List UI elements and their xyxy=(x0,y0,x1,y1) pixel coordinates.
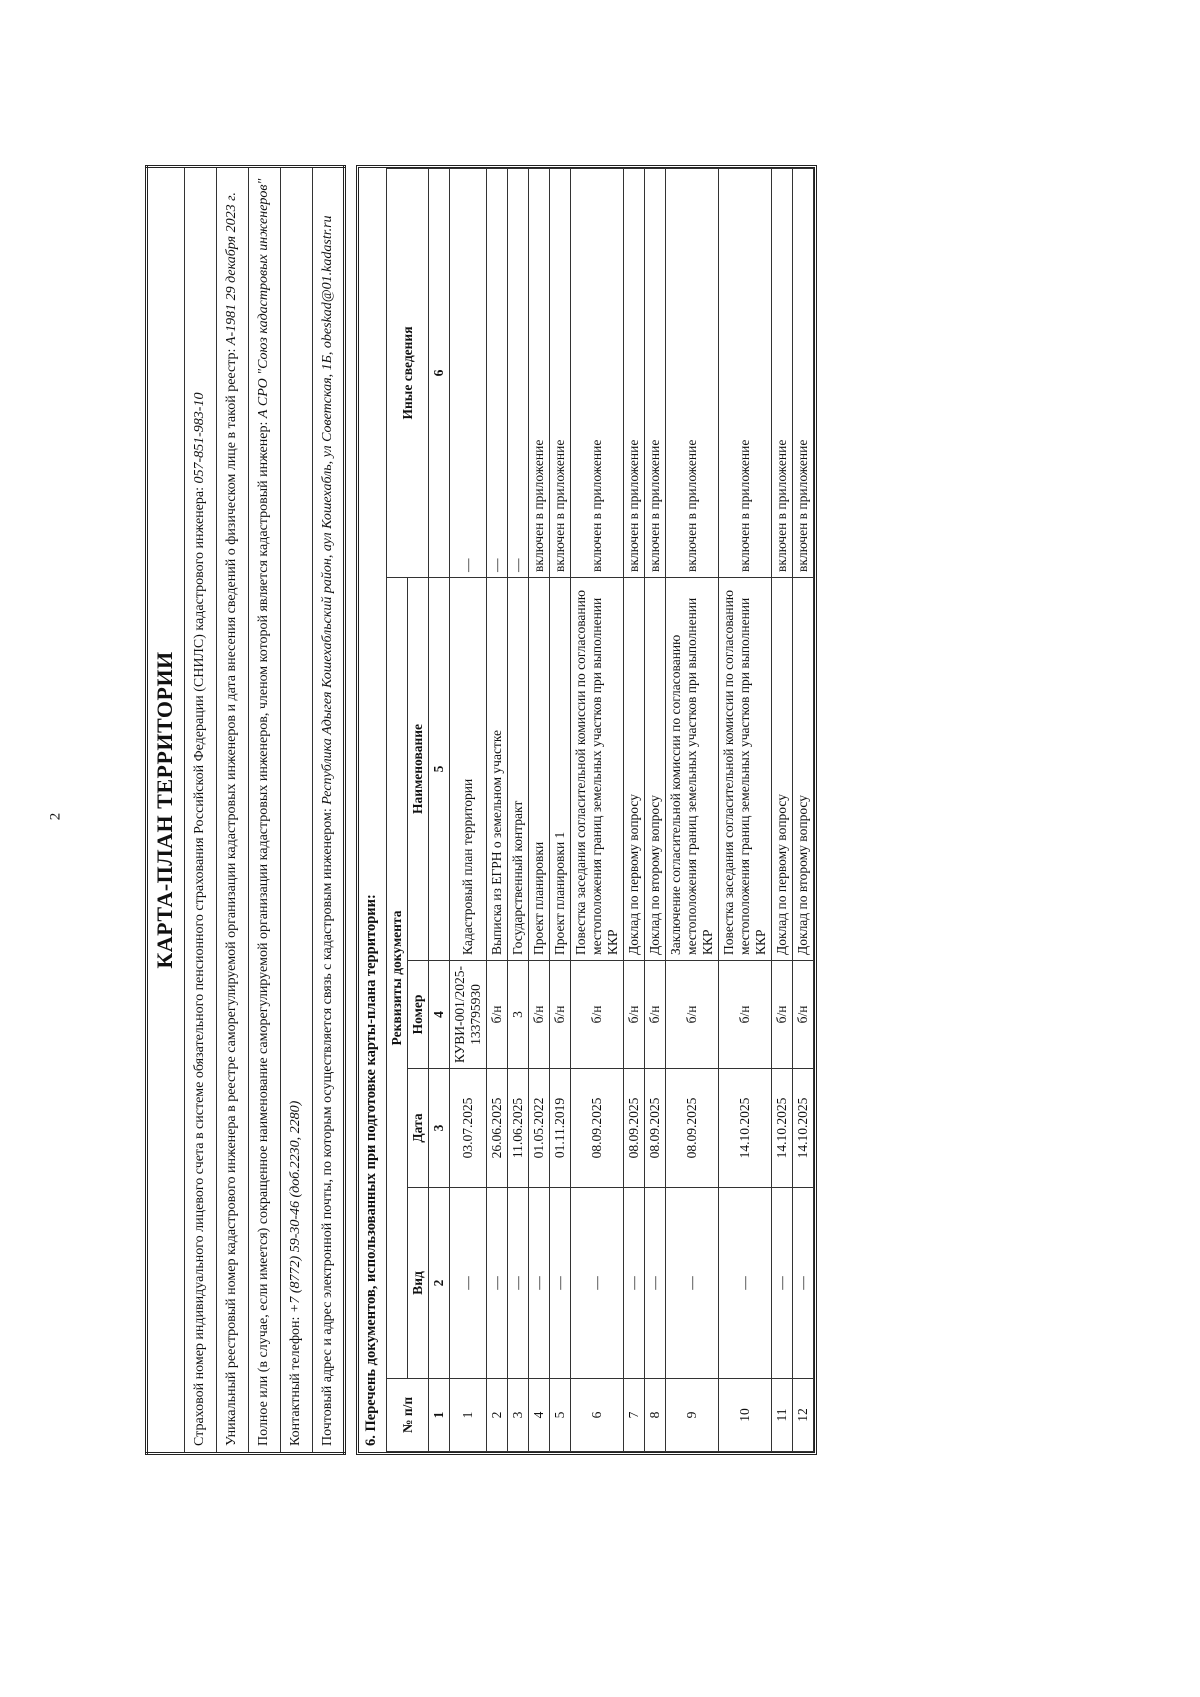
row-doc-name: Повестка заседания согласительной комиссии по согласованию местоположения границ земельных участков при выполнении ККР xyxy=(571,577,624,960)
header-other: Иные сведения xyxy=(387,169,429,578)
row-other-info: включен в приложение xyxy=(793,169,814,578)
table-row xyxy=(666,169,719,1452)
row-doc-number: 3 xyxy=(508,960,529,1068)
row-date: 14.10.2025 xyxy=(793,1069,814,1188)
row-kind: — xyxy=(571,1188,624,1379)
row-doc-name: Государственный контракт xyxy=(508,577,529,960)
row-kind: — xyxy=(645,1188,666,1379)
row-number: 10 xyxy=(719,1379,772,1452)
row-doc-number: б/н xyxy=(645,960,666,1068)
row-date: 01.11.2019 xyxy=(550,1069,571,1188)
row-date: 14.10.2025 xyxy=(719,1069,772,1188)
row-number: 6 xyxy=(571,1379,624,1452)
column-number: 2 xyxy=(429,1188,450,1379)
row-doc-name: Выписка из ЕГРН о земельном участке xyxy=(487,577,508,960)
row-other-info: включен в приложение xyxy=(772,169,793,578)
table-row xyxy=(508,169,529,1452)
table-row xyxy=(772,169,793,1452)
row-other-info: включен в приложение xyxy=(645,169,666,578)
table-row xyxy=(450,169,487,1452)
row-date: 03.07.2025 xyxy=(450,1069,487,1188)
row-other-info: — xyxy=(508,169,529,578)
row-doc-number: б/н xyxy=(529,960,550,1068)
row-date: 08.09.2025 xyxy=(624,1069,645,1188)
row-doc-name: Повестка заседания согласительной комиссии по согласованию местоположения границ земельных участков при выполнении ККР xyxy=(719,577,772,960)
row-number: 1 xyxy=(450,1379,487,1452)
row-kind: — xyxy=(666,1188,719,1379)
table-row xyxy=(793,169,814,1452)
row-doc-number: б/н xyxy=(550,960,571,1068)
rotated-content xyxy=(145,165,1015,1455)
row-other-info: — xyxy=(450,169,487,578)
page-number: 2 xyxy=(47,812,64,821)
page-title: КАРТА-ПЛАН ТЕРРИТОРИИ xyxy=(147,167,185,1454)
table-row xyxy=(719,169,772,1452)
row-doc-number: КУВИ-001/2025-133795930 xyxy=(450,960,487,1068)
table-row xyxy=(550,169,571,1452)
row-date: 14.10.2025 xyxy=(772,1069,793,1188)
engineer-info-table xyxy=(145,165,346,1455)
column-number: 1 xyxy=(429,1379,450,1452)
registry-value: А-1981 29 декабря 2023 г. xyxy=(223,192,239,346)
phone-value: +7 (8772) 59-30-46 (доб.2230, 2280) xyxy=(287,1100,303,1314)
row-doc-number: б/н xyxy=(772,960,793,1068)
row-other-info: включен в приложение xyxy=(550,169,571,578)
row-date: 08.09.2025 xyxy=(571,1069,624,1188)
row-other-info: включен в приложение xyxy=(529,169,550,578)
sro-value: А СРО "Союз кадастровых инженеров" xyxy=(255,178,271,419)
sro-label: Полное или (в случае, если имеется) сокращенное наименование саморегулируемой организации кадастровых инженеров, членом которой является кадастровый инженер: xyxy=(255,418,271,1446)
column-number: 3 xyxy=(429,1069,450,1188)
row-date: 26.06.2025 xyxy=(487,1069,508,1188)
row-doc-number: б/н xyxy=(487,960,508,1068)
column-number: 6 xyxy=(429,169,450,578)
phone-row xyxy=(280,167,312,1454)
row-kind: — xyxy=(450,1188,487,1379)
row-number: 3 xyxy=(508,1379,529,1452)
row-kind: — xyxy=(772,1188,793,1379)
phone-label: Контактный телефон: xyxy=(287,1313,303,1446)
row-number: 9 xyxy=(666,1379,719,1452)
column-number: 5 xyxy=(429,577,450,960)
section-title: 6. Перечень документов, использованных при подготовке карты-плана территории: xyxy=(363,894,380,1446)
header-date: Дата xyxy=(408,1069,429,1188)
row-doc-number: б/н xyxy=(624,960,645,1068)
header-requisites: Реквизиты документа xyxy=(387,577,408,1378)
column-numbers-row xyxy=(429,169,450,1452)
row-doc-name: Доклад по первому вопросу xyxy=(772,577,793,960)
header-number: Номер xyxy=(408,960,429,1068)
row-number: 11 xyxy=(772,1379,793,1452)
table-row xyxy=(645,169,666,1452)
row-doc-name: Кадастровый план территории xyxy=(450,577,487,960)
registry-row xyxy=(216,167,248,1454)
row-kind: — xyxy=(487,1188,508,1379)
row-other-info: включен в приложение xyxy=(719,169,772,578)
address-row xyxy=(312,167,345,1454)
row-doc-name: Доклад по второму вопросу xyxy=(645,577,666,960)
row-date: 08.09.2025 xyxy=(666,1069,719,1188)
row-doc-number: б/н xyxy=(719,960,772,1068)
row-kind: — xyxy=(719,1188,772,1379)
row-kind: — xyxy=(793,1188,814,1379)
row-doc-name: Доклад по второму вопросу xyxy=(793,577,814,960)
row-kind: — xyxy=(550,1188,571,1379)
row-number: 5 xyxy=(550,1379,571,1452)
row-kind: — xyxy=(529,1188,550,1379)
row-doc-number: б/н xyxy=(793,960,814,1068)
row-doc-name: Заключение согласительной комиссии по согласованию местоположения границ земельных участков при выполнении ККР xyxy=(666,577,719,960)
snils-label: Страховой номер индивидуального лицевого счета в системе обязательного пенсионного страхования Российской Федерации (СНИЛС) кадастрового инженера: xyxy=(192,483,207,1446)
row-number: 8 xyxy=(645,1379,666,1452)
documents-table-body xyxy=(450,169,814,1452)
row-other-info: включен в приложение xyxy=(666,169,719,578)
address-value: Республика Адыгея Кошехабльский район, аул Кошехабль, ул Советская, 1Б, obeskad@01.kadastr.ru xyxy=(319,215,335,805)
row-number: 12 xyxy=(793,1379,814,1452)
registry-label: Уникальный реестровый номер кадастрового инженера в реестре саморегулируемой организации кадастровых инженеров и дата внесения сведений о физическом лице в такой реестр: xyxy=(223,345,239,1446)
row-kind: — xyxy=(508,1188,529,1379)
row-number: 4 xyxy=(529,1379,550,1452)
table-row xyxy=(624,169,645,1452)
row-other-info: — xyxy=(487,169,508,578)
header-num: № п/п xyxy=(387,1379,429,1452)
row-doc-name: Проект планировки xyxy=(529,577,550,960)
row-kind: — xyxy=(624,1188,645,1379)
address-label: Почтовый адрес и адрес электронной почты, по которым осуществляется связь с кадастровым инженером: xyxy=(319,804,335,1446)
sro-row xyxy=(248,167,280,1454)
table-row xyxy=(571,169,624,1452)
row-date: 11.06.2025 xyxy=(508,1069,529,1188)
row-date: 08.09.2025 xyxy=(645,1069,666,1188)
documents-table xyxy=(386,168,814,1452)
table-row xyxy=(529,169,550,1452)
row-doc-name: Проект планировки 1 xyxy=(550,577,571,960)
column-number: 4 xyxy=(429,960,450,1068)
header-name: Наименование xyxy=(408,577,429,960)
snils-value: 057-851-983-10 xyxy=(192,392,207,484)
row-doc-number: б/н xyxy=(571,960,624,1068)
row-doc-name: Доклад по первому вопросу xyxy=(624,577,645,960)
row-date: 01.05.2022 xyxy=(529,1069,550,1188)
row-other-info: включен в приложение xyxy=(624,169,645,578)
snils-row xyxy=(185,167,217,1454)
documents-section xyxy=(356,165,817,1455)
row-other-info: включен в приложение xyxy=(571,169,624,578)
row-doc-number: б/н xyxy=(666,960,719,1068)
header-kind: Вид xyxy=(408,1188,429,1379)
row-number: 2 xyxy=(487,1379,508,1452)
table-row xyxy=(487,169,508,1452)
row-number: 7 xyxy=(624,1379,645,1452)
